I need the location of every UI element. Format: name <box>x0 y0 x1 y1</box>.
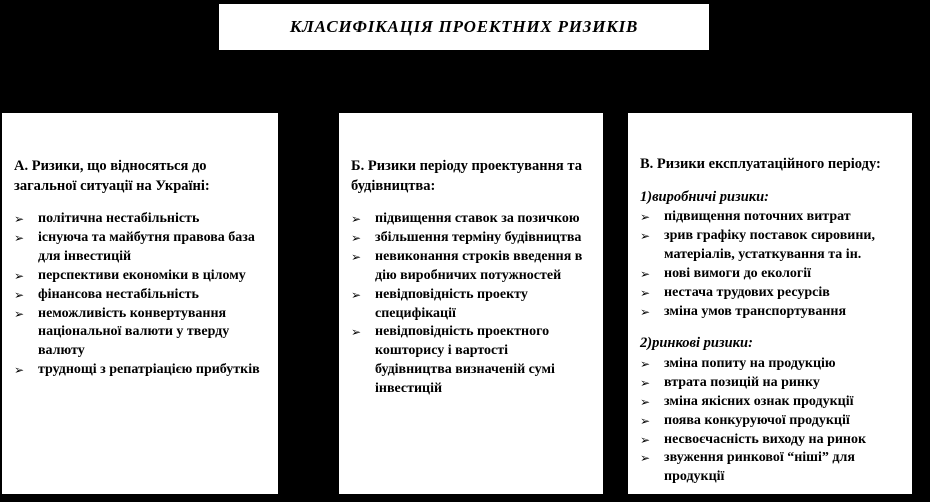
panel-design-construction-risks <box>339 113 603 494</box>
list-item-text: труднощі з репатріацією прибутків <box>38 362 260 378</box>
list-item-text: поява конкуруючої продукції <box>664 412 850 428</box>
list-item <box>640 265 904 284</box>
arrow-bullet-icon: ➢ <box>351 249 362 264</box>
list-item <box>640 412 904 431</box>
list-item-text: підвищення поточних витрат <box>664 209 851 225</box>
arrow-bullet-icon: ➢ <box>640 210 651 225</box>
list-item <box>640 303 904 322</box>
list-item-text: політична нестабільність <box>38 211 200 227</box>
arrow-bullet-icon: ➢ <box>14 268 25 283</box>
arrow-bullet-icon: ➢ <box>640 229 651 244</box>
arrow-bullet-icon: ➢ <box>640 357 651 372</box>
list-item <box>640 449 904 487</box>
diagram-title: КЛАСИФІКАЦІЯ ПРОЕКТНИХ РИЗИКІВ <box>289 17 639 36</box>
arrow-bullet-icon: ➢ <box>640 394 651 409</box>
panel-general-situation-risks <box>2 113 278 494</box>
list-item <box>640 374 904 393</box>
panel-a-heading: А. Ризики, що відносяться до загальної ситуації на Україні: <box>14 158 210 194</box>
panel-b-heading: Б. Ризики періоду проектування та будівництва: <box>351 158 582 194</box>
list-item <box>640 227 904 265</box>
list-item-text: нові вимоги до екології <box>664 265 812 281</box>
arrow-bullet-icon: ➢ <box>640 285 651 300</box>
arrow-bullet-icon: ➢ <box>14 212 25 227</box>
list-item-text: невиконання строків введення в дію виробничих потужностей <box>375 248 583 283</box>
arrow-bullet-icon: ➢ <box>640 375 651 390</box>
list-item-text: зміна умов транспортування <box>664 303 847 319</box>
arrow-bullet-icon: ➢ <box>351 287 362 302</box>
list-item-text: нестача трудових ресурсів <box>664 284 830 300</box>
list-item <box>640 208 904 227</box>
list-item <box>14 210 270 229</box>
list-item <box>640 393 904 412</box>
list-item-text: неможливість конвертування національної валюти у тверду валюту <box>38 305 230 359</box>
list-item <box>351 323 585 399</box>
arrow-bullet-icon: ➢ <box>640 413 651 428</box>
list-item <box>351 248 585 286</box>
list-item <box>14 305 270 362</box>
list-item-text: зміна якісних ознак продукції <box>664 393 854 409</box>
list-item-text: фінансова нестабільність <box>38 286 199 302</box>
list-item <box>351 229 585 248</box>
arrow-bullet-icon: ➢ <box>640 451 651 466</box>
list-item <box>640 355 904 374</box>
arrow-bullet-icon: ➢ <box>640 266 651 281</box>
list-item-text: втрата позицій на ринку <box>664 374 820 390</box>
list-item-text: невідповідність проектного кошторису і вартості будівництва визначеній сумі інвестицій <box>375 324 555 397</box>
list-item-text: звуження ринкової “ніші” для продукції <box>664 450 855 485</box>
panel-operational-period-risks <box>628 113 912 494</box>
list-item <box>14 361 270 380</box>
list-item-text: існуюча та майбутня правова база для інвестицій <box>38 230 255 264</box>
subheading-production-risks: 1)виробничі ризики: <box>640 188 770 205</box>
list-item <box>14 286 270 305</box>
list-item <box>640 284 904 303</box>
list-item-text: перспективи економіки в цілому <box>38 267 246 283</box>
list-item <box>640 431 904 450</box>
arrow-bullet-icon: ➢ <box>640 432 651 447</box>
list-item <box>351 210 585 229</box>
arrow-bullet-icon: ➢ <box>14 287 25 302</box>
list-item <box>14 267 270 286</box>
list-item-text: підвищення ставок за позичкою <box>375 211 580 227</box>
list-item-text: несвоєчасність виходу на ринок <box>664 431 867 447</box>
list-item-text: невідповідність проекту специфікації <box>375 286 528 321</box>
arrow-bullet-icon: ➢ <box>14 306 25 321</box>
list-item-text: зміна попиту на продукцію <box>664 356 836 372</box>
list-item <box>14 229 270 267</box>
list-item <box>351 286 585 324</box>
arrow-bullet-icon: ➢ <box>351 212 362 227</box>
panel-c-heading: В. Ризики експлуатаційного періоду: <box>640 156 881 172</box>
arrow-bullet-icon: ➢ <box>351 231 362 246</box>
arrow-bullet-icon: ➢ <box>640 304 651 319</box>
subheading-market-risks: 2)ринкові ризики: <box>640 335 753 352</box>
title-box <box>218 3 710 51</box>
list-item-text: зрив графіку поставок сировини, матеріалів, устаткування та ін. <box>664 228 875 262</box>
arrow-bullet-icon: ➢ <box>14 231 25 246</box>
list-item-text: збільшення терміну будівництва <box>375 230 582 246</box>
arrow-bullet-icon: ➢ <box>351 325 362 340</box>
arrow-bullet-icon: ➢ <box>14 363 25 378</box>
